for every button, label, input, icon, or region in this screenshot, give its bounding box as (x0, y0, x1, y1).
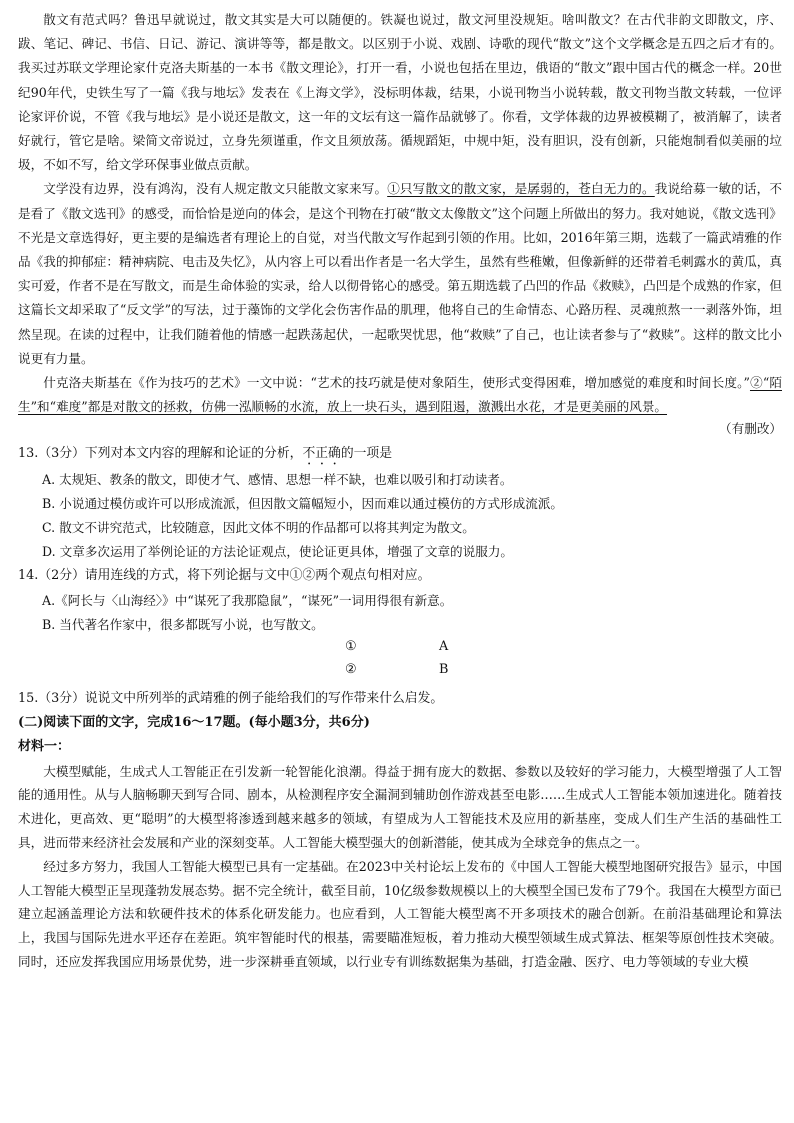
question-13-stem: 13.（3分）下列对本文内容的理解和论证的分析，不正确的一项是 (18, 445, 393, 461)
question-13-option-a: A. 太规矩、教条的散文，即使才气、感情、思想一样不缺，也难以吸引和打动读者。 (42, 471, 513, 487)
section-2-heading: (二)阅读下面的文字，完成16～17题。(每小题3分，共6分) (18, 715, 370, 731)
question-14-option-a: A.《阿长与〈山海经〉》中“谋死了我那隐鼠”，“谋死”一词用得很有新意。 (42, 592, 453, 608)
emphasis-not-correct: 不正确 (302, 445, 341, 461)
material-1-paragraph-2: 经过多方努力，我国人工智能大模型已具有一定基础。在2023中关村论坛上发布的《中国人工智能大模型地图研究报告》显示，中国人工智能大模型正呈现蓬勃发展态势。据不完全统计，截至目前，10亿级参数规模以上的大模型全国已发布了79个。我国在大模型方面已建立起涵盖理论方法和软硬件技术的体系化研发能力。也应看到，人工智能大模型离不开多项技术的融合创新。在前沿基础理论和算法上，我国与国际先进水平还存在差距。筑牢智能时代的根基，需要瞄准短板，着力推动大模型领域生成式算法、框架等原创性技术突破。同时，还应发挥我国应用场景优势，进一步深耕垂直领域，以行业专有训练数据集为基础，打造金融、医疗、电力等领域的专业大模 (18, 858, 782, 970)
passage-paragraph-2 (18, 177, 782, 371)
exam-page (18, 8, 782, 974)
match-right-a: A (439, 639, 449, 655)
match-left-1: ① (345, 639, 357, 655)
passage-paragraph-1: 散文有范式吗？鲁迅早就说过，散文其实是大可以随便的。铁凝也说过，散文河里没规矩。啥叫散文？在古代非韵文即散文，序、跋、笔记、碑记、书信、日记、游记、演讲等等，都是散文。以区别于小说、戏剧、诗歌的现代“散文”这个文学概念是五四之后才有的。我买过苏联文学理论家什克洛夫斯基的一本书《散文理论》，打开一看，小说也包括在里边，俄语的“散文”跟中国古代的概念一样。20世纪90年代，史铁生写了一篇《我与地坛》发表在《上海文学》，没标明体裁，结果，小说刊物当小说转载，散文刊物当散文转载，一位评论家评价说，不管《我与地坛》是小说还是散文，这一年的文坛有这一篇作品就够了。你看，文学体裁的边界被模糊了，被消解了，读者好就行，管它是啥。梁简文帝说过，立身先须谨重，作文且须放荡。循规蹈矩，中规中矩，没有胆识，没有创新，只能炮制看似美丽的垃圾，不如不写，给文学环保事业做点贡献。 (18, 12, 782, 173)
question-13-option-c: C. 散文不讲究范式，比较随意，因此文体不明的作品都可以将其判定为散文。 (42, 520, 475, 536)
question-15-stem: 15.（3分）说说文中所列举的武靖雅的例子能给我们的写作带来什么启发。 (18, 691, 444, 707)
passage-p2-body: 我说给募一敏的话，不是看了《散文选刊》的感受，而恰恰是逆向的体会，是这个刊物在打破“散文太像散文”这个问题上所做出的努力。我对她说，《散文选刊》不光是文章选得好，更主要的是编选者有理论上的自觉，对当代散文写作起到引领的作用。比如，2016年第三期，选载了一篇武靖雅的作品《我的抑郁症：精神病院、电击及失忆》，从内容上可以看出作者是一名大学生，虽然有些稚嫩，但像新鲜的还带着毛刺露水的黄瓜，真实可爱，作者不是在写散文，而是生命体验的实录，给人以彻骨铭心的感受。第五期选载了凸凹的作品《救赎》，凸凹是个成熟的作家，但这篇长文却采取了“反文学”的写法，过于藻饰的文学化会伤害作品的肌理，他将自己的生命情态、心路历程、灵魂煎熬一一剥落外饰，坦然呈现。在读的过程中，让我们随着他的情感一起跌荡起伏，一起歌哭忧思，他“救赎”了自己，也让读者参与了“救赎”。这样的散文比小说更有力量。 (18, 181, 783, 366)
question-14-option-b: B. 当代著名作家中，很多都既写小说，也写散文。 (42, 616, 324, 632)
source-note: （有删改） (719, 421, 782, 437)
claim-2-underlined: ②“陌生”和“难度”都是对散文的拯救，仿佛一泓顺畅的水流，放上一块石头，遇到阻遏，激溅出水花，才是更美丽的风景。 (18, 375, 782, 415)
passage-p2-intro: 文学没有边界，没有鸿沟，没有人规定散文只能散文家来写。 (43, 181, 388, 197)
question-14-stem: 14.（2分）请用连线的方式，将下列论据与文中①②两个观点句相对应。 (18, 568, 431, 584)
passage-p3-intro: 什克洛夫斯基在《作为技巧的艺术》一文中说：“艺术的技巧就是使对象陌生，使形式变得困难，增加感觉的难度和时间长度。” (43, 375, 750, 391)
passage-paragraph-3 (18, 371, 782, 442)
claim-1-underlined: ①只写散文的散文家，是孱弱的，苍白无力的。 (387, 181, 655, 197)
material-1-label: 材料一： (18, 739, 71, 755)
match-right-b: B (439, 662, 449, 678)
match-left-2: ② (345, 662, 357, 678)
matching-area (18, 637, 782, 687)
material-1-paragraph-1: 大模型赋能，生成式人工智能正在引发新一轮智能化浪潮。得益于拥有庞大的数据、参数以及较好的学习能力，大模型增强了人工智能的通用性。从与人脑畅聊天到写合同、剧本，从检测程序安全漏洞到辅助创作游戏甚至电影……生成式人工智能本领加速进化。随着技术进化，更高效、更“聪明”的大模型将渗透到越来越多的领域，有望成为人工智能技术及应用的新基座，变成人们生产生活的基础性工具，进而带来经济社会发展和产业的深刻变革。人工智能大模型强大的创新潜能，使其成为全球竞争的焦点之一。 (18, 763, 782, 851)
question-13-option-d: D. 文章多次运用了举例论证的方法论证观点，使论证更具体，增强了文章的说服力。 (42, 544, 514, 560)
question-13-option-b: B. 小说通过模仿或许可以形成流派，但因散文篇幅短小，因而难以通过模仿的方式形成流派。 (42, 495, 564, 511)
